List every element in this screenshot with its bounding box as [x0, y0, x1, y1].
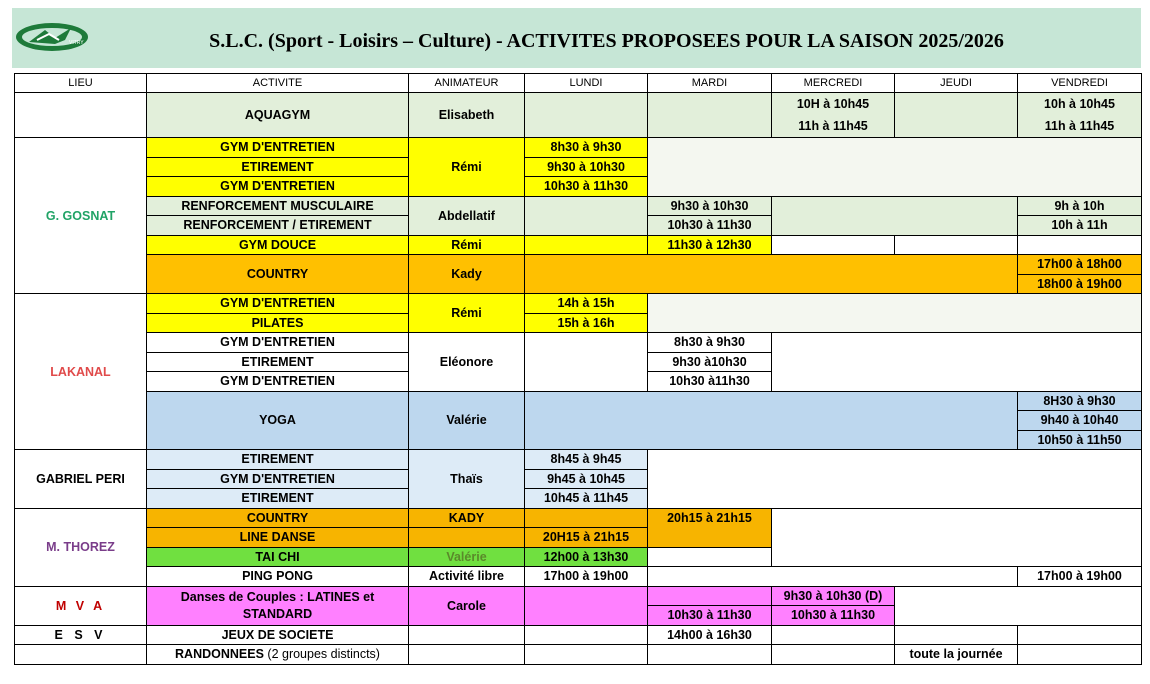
table-row — [15, 294, 1142, 314]
slot-lundi: 15h à 16h — [525, 313, 648, 333]
activity-cell: GYM D'ENTRETIEN — [147, 177, 409, 197]
slot-lundi: 9h30 à 10h30 — [525, 157, 648, 177]
slot-jeudi — [895, 235, 1018, 255]
slot-mardi — [648, 93, 772, 138]
time-slot: 10H à 10h45 — [796, 97, 870, 111]
activity-cell: PING PONG — [147, 567, 409, 587]
activity-cell: GYM D'ENTRETIEN — [147, 294, 409, 314]
slot-mardi — [648, 586, 772, 606]
activity-cell: AQUAGYM — [147, 93, 409, 138]
slot-mardi: 9h30 à10h30 — [648, 352, 772, 372]
animator-cell: Abdellatif — [409, 196, 525, 235]
table-row — [15, 567, 1142, 587]
time-slot: 11h à 11h45 — [798, 119, 868, 133]
animator-cell — [409, 645, 525, 665]
table-row — [15, 586, 1142, 606]
slot-mardi: 8h30 à 9h30 — [648, 333, 772, 353]
activity-cell: GYM D'ENTRETIEN — [147, 469, 409, 489]
slot-mercredi — [772, 235, 895, 255]
slot-vendredi: 17h00 à 19h00 — [1018, 567, 1142, 587]
empty-slots — [648, 138, 1142, 197]
slot-mardi: 9h30 à 10h30 — [648, 196, 772, 216]
animator-cell: Activité libre — [409, 567, 525, 587]
slot-lundi: 14h à 15h — [525, 294, 648, 314]
slot-vendredi — [1018, 93, 1142, 138]
col-header-animateur: ANIMATEUR — [409, 74, 525, 93]
activity-cell: GYM D'ENTRETIEN — [147, 333, 409, 353]
slot-mercredi: 9h30 à 10h30 (D) — [772, 586, 895, 606]
place-gosnat: G. GOSNAT — [15, 138, 147, 294]
animator-cell: Thaïs — [409, 450, 525, 509]
slot-jeudi — [895, 625, 1018, 645]
animator-cell: Valérie — [409, 391, 525, 450]
activity-cell: ETIREMENT — [147, 450, 409, 470]
col-header-mardi: MARDI — [648, 74, 772, 93]
col-header-mercredi: MERCREDI — [772, 74, 895, 93]
table-row — [15, 645, 1142, 665]
empty-slots — [648, 450, 1142, 509]
animator-cell — [409, 625, 525, 645]
slot-lundi: 10h45 à 11h45 — [525, 489, 648, 509]
activity-cell: ETIREMENT — [147, 489, 409, 509]
slot-lundi: 8h30 à 9h30 — [525, 138, 648, 158]
slot-mardi — [648, 547, 772, 567]
slot-mardi: 14h00 à 16h30 — [648, 625, 772, 645]
empty-slots — [772, 333, 1142, 392]
col-header-lundi: LUNDI — [525, 74, 648, 93]
svg-text:VITRY: VITRY — [69, 40, 84, 46]
slot-lundi — [525, 333, 648, 392]
animator-cell: Elisabeth — [409, 93, 525, 138]
activity-cell — [147, 645, 409, 665]
activity-cell: PILATES — [147, 313, 409, 333]
slot-mercredi — [772, 645, 895, 665]
slot-lundi: 10h30 à 11h30 — [525, 177, 648, 197]
slot-lundi — [525, 586, 648, 625]
activity-name: RANDONNEES — [175, 647, 264, 662]
col-header-vendredi: VENDREDI — [1018, 74, 1142, 93]
slot-mardi: 10h30 à11h30 — [648, 372, 772, 392]
animator-cell — [409, 528, 525, 548]
slot-lundi: 17h00 à 19h00 — [525, 567, 648, 587]
slot-vendredi: 8H30 à 9h30 — [1018, 391, 1142, 411]
activity-cell: YOGA — [147, 391, 409, 450]
activity-cell: JEUX DE SOCIETE — [147, 625, 409, 645]
table-row — [15, 255, 1142, 275]
table-row — [15, 235, 1142, 255]
lieu-empty — [15, 645, 147, 665]
place-thorez: M. THOREZ — [15, 508, 147, 586]
slot-mardi — [648, 508, 772, 547]
col-header-lieu: LIEU — [15, 74, 147, 93]
table-row — [15, 391, 1142, 411]
activity-cell: Danses de Couples : LATINES et STANDARD — [147, 586, 409, 625]
table-row — [15, 196, 1142, 216]
slot-vendredi: 17h00 à 18h00 — [1018, 255, 1142, 275]
slot-lundi: 9h45 à 10h45 — [525, 469, 648, 489]
slot-lundi — [525, 625, 648, 645]
slot-lundi: 12h00 à 13h30 — [525, 547, 648, 567]
slot-lundi — [525, 196, 648, 235]
activity-cell: RENFORCEMENT MUSCULAIRE — [147, 196, 409, 216]
activity-cell: ETIREMENT — [147, 157, 409, 177]
table-row — [15, 450, 1142, 470]
lieu-empty — [15, 93, 147, 138]
table-row — [15, 625, 1142, 645]
animator-cell: Kady — [409, 255, 525, 294]
page-title: S.L.C. (Sport - Loisirs – Culture) - ACTIVITES PROPOSEES POUR LA SAISON 2025/2026 — [209, 30, 1004, 52]
slot-vendredi: 9h40 à 10h40 — [1018, 411, 1142, 431]
col-header-activite: ACTIVITE — [147, 74, 409, 93]
time-slot: 20h15 à 21h15 — [667, 510, 752, 525]
slot-vendredi: 10h50 à 11h50 — [1018, 430, 1142, 450]
activity-note: (2 groupes distincts) — [267, 647, 380, 662]
slot-mercredi: 10h30 à 11h30 — [772, 606, 895, 626]
slot-mardi: 10h30 à 11h30 — [648, 606, 772, 626]
slot-lundi: 8h45 à 9h45 — [525, 450, 648, 470]
animator-cell: Rémi — [409, 138, 525, 197]
activity-cell: COUNTRY — [147, 255, 409, 294]
activity-cell: GYM D'ENTRETIEN — [147, 372, 409, 392]
activity-cell: RENFORCEMENT / ETIREMENT — [147, 216, 409, 236]
animator-cell: KADY — [409, 508, 525, 528]
place-mva: M V A — [15, 586, 147, 625]
animator-cell: Carole — [409, 586, 525, 625]
slot-vendredi — [1018, 235, 1142, 255]
activity-cell: TAI CHI — [147, 547, 409, 567]
slot-mardi: 10h30 à 11h30 — [648, 216, 772, 236]
slot-lundi — [525, 508, 648, 528]
slot-vendredi: 9h à 10h — [1018, 196, 1142, 216]
animator-cell: Rémi — [409, 294, 525, 333]
table-row — [15, 93, 1142, 138]
animator-cell: Valérie — [409, 547, 525, 567]
slot-mardi — [648, 645, 772, 665]
slot-lundi — [525, 93, 648, 138]
slot-mercredi — [772, 625, 895, 645]
slot-lundi — [525, 645, 648, 665]
empty-slots — [772, 196, 1018, 235]
place-peri: GABRIEL PERI — [15, 450, 147, 509]
place-lakanal: LAKANAL — [15, 294, 147, 450]
slot-vendredi — [1018, 625, 1142, 645]
slot-jeudi: toute la journée — [895, 645, 1018, 665]
activity-cell: GYM D'ENTRETIEN — [147, 138, 409, 158]
schedule-table — [14, 73, 1142, 665]
empty-slots — [772, 508, 1142, 567]
slot-lundi: 20H15 à 21h15 — [525, 528, 648, 548]
empty-slots — [525, 255, 1018, 294]
slot-vendredi — [1018, 645, 1142, 665]
animator-cell: Rémi — [409, 235, 525, 255]
activity-cell: ETIREMENT — [147, 352, 409, 372]
table-row — [15, 508, 1142, 528]
table-row — [15, 138, 1142, 158]
time-slot: 11h à 11h45 — [1044, 119, 1115, 133]
table-row — [15, 333, 1142, 353]
empty-slots — [525, 391, 1018, 450]
slot-jeudi — [895, 93, 1018, 138]
slot-mercredi — [772, 93, 895, 138]
place-esv: E S V — [15, 625, 147, 645]
empty-slots — [648, 294, 1142, 333]
time-slot: 10h à 10h45 — [1044, 97, 1115, 111]
slot-lundi — [525, 235, 648, 255]
empty-slots — [895, 586, 1142, 625]
activity-cell: COUNTRY — [147, 508, 409, 528]
slot-mardi: 11h30 à 12h30 — [648, 235, 772, 255]
slot-vendredi: 18h00 à 19h00 — [1018, 274, 1142, 294]
table-header-row — [15, 74, 1142, 93]
activity-cell: GYM DOUCE — [147, 235, 409, 255]
empty-slots — [648, 567, 1018, 587]
header-banner — [12, 8, 1141, 68]
activity-cell: LINE DANSE — [147, 528, 409, 548]
animator-cell: Eléonore — [409, 333, 525, 392]
col-header-jeudi: JEUDI — [895, 74, 1018, 93]
slot-vendredi: 10h à 11h — [1018, 216, 1142, 236]
